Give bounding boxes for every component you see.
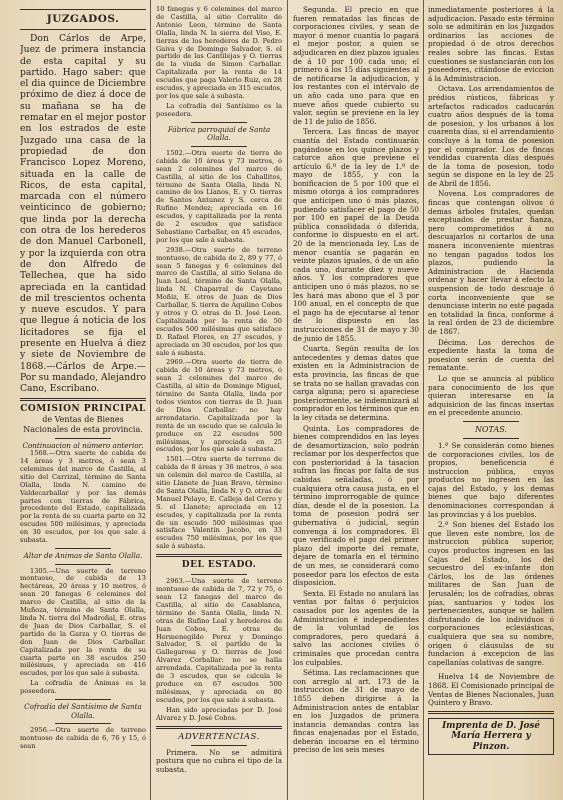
advertencia-decima: Décima. Los derechos de expediente hasta la toma de posesion serán de cuenta del rematante.: [428, 337, 554, 373]
advertencia-cuarta: Cuarta. Según resulta de los antecedentes y demas datos que existen en la Administracion de esta provincia, las fincas de que se trata no se hallan gravadas con carga alguna; pero si apareciese posteriormente, se indemnizará al comprador en los términos que en la ley citada se determina.: [293, 344, 419, 422]
advertencia-segunda: Segunda. El precio en que fueren rematadas las fincas de corporaciones civiles, y sean de mayor ó menor cuantía lo pagará el mejor postor, a quien se adjudicaren en diez plazos iguales de á 10 por 100 cada uno; el primero á los 15 días siguientes al de notificarse la adjudicacion, y los restantes con el intérvalo de un año cada uno para que en nueve años quede cubierto su valor, según se previene en la ley de 11 de julio de 1856.: [293, 6, 419, 126]
divider: [55, 564, 112, 565]
divider: [20, 29, 146, 30]
column-3: [293, 6, 419, 796]
divider: [191, 574, 248, 575]
lot-2963: 2963.—Una suerte de terreno montuoso de cabida de 7, 72 y 75, ó sean 12 fanegas del marco de Castilla, al sitio de Casablanca, término de Santa Olalla, linda N. otras de Rufino Leal y herederos de Juan Cobos, E. otras de Hermenegildo Perez y Domingo Salvador, S. el partido de la Gallegarosa y O. tierras de José Álvarez Corballar: no se halla arrendada. Capitalizada por la renta de 3 escudos, que se calcula le produce en 67 escudos 500 milésimas, y apreciada en 80 escudos, por los que sale á subasta.: [156, 577, 282, 704]
lot-2969: 2969.—Otra suerte de tierra de cabida de 10 áreas y 73 metros, ó sean 2 celemines del marco de Castilla, al sitio de Domingo Miguel, término de Santa Olalla, linda por todos vientos con tierras de D. Juan de Dios Carballar: no hay arrendatario. Capitalizada por la renta de un escudo que se calcula le produce en 22 escudos 500 milésimas, y apreciada en 25 escudos, por los que sale á subasta.: [156, 358, 282, 454]
advertencia-tercera: Tercera. Las fincas de mayor cuantía del Estado continuarán pagándose en los quince plazos y catorce años que previene el artículo 6.º de la ley de 1.º de mayo de 1855, y con la bonificacion de 5 por 100 que el mismo otorga á los compradores que anticipen uno ó más plazos, pudiendo satisfacer el pago de 50 por 100 en papel de la Deuda pública consolidada ó diferida, conforme lo dispuesto en el art. 20 de la mencionada ley. Las de menor cuantía se pagarán en veinte plazos iguales, ó de un año cada uno, durante diez y nueve años. Y los compradores que anticipen uno ó más plazos, no se les hará mas abono que el 3 por 100 anual, en el concepto de que el pago ha de ejecutarse al tenor de lo dispuesto en las instrucciones de 31 de mayo y 30 de junio de 1855.: [293, 127, 419, 343]
lot-2956: 2956.—Otra suerte de terreno montuoso de cabida de 6, 76 y 15, ó sean: [20, 726, 146, 751]
divider: [20, 398, 146, 401]
advertencia-novena: Novena. Los compradores de fincas que contengan olivos ó demas árboles frutales, quedan exceptuados de prestar fianza, pero comprometidos á no descuajarlos ni cortarlos de una manera inconveniente mientras no tengan pagados todos los plazos, pudiendo la Administracion de Hacienda ordenar y hacer llevar á efecto la suspension de todo descuaje ó corta inconveniente que se denunciase interin no esté pagada en totalidad la finca, conforme á la real órden de 23 de diciembre de 1867.: [428, 189, 554, 336]
divider: [55, 699, 112, 700]
animas-note: La cofradía de Ánimas es la poseedora.: [20, 679, 146, 696]
divider: [55, 548, 112, 549]
column-rule: [423, 0, 424, 800]
advertencia-octava: Octava. Los arrendamientos de prédios rústicos, fábricas y artefactos radicados caducarán cuatro años después de la toma de posesion, y los urbanos á los cuarenta días, si el arrendamiento concluye á la toma de posesion por el comprador. Los de fincas vendidas cuarenta días después de la toma de posesion, todo según se dispone en la ley de 25 de Abril de 1856.: [428, 84, 554, 188]
cofradia-heading: Cofradía del Santísimo de Santa Olalla.: [24, 702, 142, 720]
lot-2938: 2938.—Otra suerte de terreno montuoso, de cabida de 2, 89 y 77, ó sean 5 fanegas y 6 celemines del marco de Castilla, al sitio Solana de Juan Leal, término de Santa Olalla, linda N. Chaparral de Cayetano Moñiz, E. otros de Juan de Dios Carballar, S. tierra de Aquilino Cobos y otros y O. otras de D. José Leon. Capitalizada por la renta de 50 escudos 500 milésimas que satisface D. Rafael Flores, en 27 escudos, y apreciada en 30 escudos, por los que sale á subasta.: [156, 245, 282, 357]
column-rule: [287, 0, 288, 800]
lot-1501: 1501.—Otra suerte de terreno de cabida de 8 áreas y 36 metros, ó sea un celemin del marco de Castilla, al sitio Llanete de Juan Bravo, término de Santa Olalla, linda N. y O. otras de Manuel Pelayo, E. Calleja del Cerro y S. el Llanete; apreciada en 12 escudos, y capitalizada por la renta de un escudo 500 milésimas que satisface Valentín Jacobo, en 33 escudos 750 milésimas, por los que sale á subasta.: [156, 455, 282, 551]
column-4: [428, 6, 554, 796]
advertencia-setima: Sétima. Las reclamaciones que con arreglo al art. 173 de la instruccion de 31 de mayo de 1855 deben dirigirse á la Administracion antes de entablar en los Juzgados de primera instancia demandas contra las fincas enajenadas por el Estado, deberán incoarse en el término preciso de los seis meses: [293, 668, 419, 755]
divider: [156, 726, 282, 729]
comision-subheading: de Ventas de Bienes Nacionales de esta provincia.: [23, 414, 143, 434]
divider: [55, 723, 112, 724]
col4-top-text: inmediatamente posteriores á la adjudicacion. Pasado este término solo se admitirán en los Juzgados ordinarios las acciones de propiedad ó de otros derechos reales sobre las fincas. Estas cuestiones se sustanciarán con los poseedores, citándose de eviccion á la Administracion.: [428, 6, 554, 83]
divider: [55, 438, 112, 439]
nota-1: 1.ª Se considerán como bienes de corporaciones civiles, los de propios, beneficencia é instruccion pública, cuyos productos no ingresen en las cajas del Estado, y los demas bienes que bajo diferentes denominaciones correspondan á las provincias y á los pueblos.: [428, 440, 554, 519]
divider: [428, 711, 554, 714]
divider: [156, 554, 282, 557]
animas-heading: Altar de Animas de Santa Olalla.: [23, 550, 143, 560]
column-1: [20, 6, 146, 796]
comision-heading: COMISION PRINCIPAL: [20, 403, 146, 414]
divider: [20, 9, 146, 10]
divider: [191, 146, 248, 147]
col2-top-note: La cofradía del Santísimo es la poseedora.: [156, 101, 282, 118]
divider: [191, 745, 248, 746]
printer-imprint: Imprenta de D. José María Herrera y Pinzon.: [428, 718, 554, 756]
column-2: [156, 6, 282, 796]
continuacion-note: Continuacion al número anterior.: [22, 440, 144, 450]
column-rule: [150, 0, 151, 800]
estado-heading: DEL ESTADO.: [181, 560, 257, 571]
divider: [463, 421, 520, 422]
advertencia-quinta: Quinta. Los compradores de bienes comprendidos en las leyes de desamortizacion, solo podrán reclamar por los desperfectos que con posterioridad á la tasacion sufran las fincas por falta de sus cabidas señaladas, ó por cualquiera otra causa justa, en el término improrrogable de quince días, desde el de la posesion. La toma de posesion podrá ser gubernativa ó judicial, según convenga á los compradores. El que verificado el pago del primer plazo del importe del remate, dejare de tomarla en el término de un mes, se considerará como poseedor para los efectos de esta disposicion.: [293, 423, 419, 588]
decima-continuation: Lo que se anuncia al público para conocimiento de los que quieran interesarse en la adquisicion de las fincas insertas en el precedente anuncio.: [428, 373, 554, 418]
advertencia-sexta: Sexta. El Estado no anulará las ventas por faltas ó perjuicios causados por los agentes de la Administracion é independientes de la voluntad de los compradores, pero quedará á salvo las acciones civiles ó criminales que procedan contra los culpables.: [293, 588, 419, 667]
divider: [191, 122, 248, 123]
lot-1502: 1502.—Otra suerte de tierra de cabida de 10 áreas y 73 metros, ó sean 2 celemines del marco de Castilla, al sitio de los Caballitos, término de Santa Olalla, linda N. camino de los Llanos, E. y O. tierras de Santos Antunez y S. cerca de Rufino Mendez; apreciada en 16 escudos, y capitalizada por la renta de 2 escudos que satisface Sebastiano Carballar, en 45 escudos, por los que sale á subasta.: [156, 148, 282, 244]
juzgados-heading: JUZGADOS.: [46, 13, 120, 25]
advertencias-heading: ADVERTENCIAS.: [178, 731, 260, 742]
signature-date: Huelva 14 de Noviembre de 1868. El Comisionado principal de Ventas de Bienes Nacionales, Juan Quintero y Bravo.: [428, 672, 554, 708]
notas-heading: NOTAS.: [475, 424, 507, 434]
col2-top-text: 10 fanegas y 6 celemines del marco de Castilla, al sitio Corralito de Antonio Leon, término de Santa Olalla, linda N. la sierra del Viso, E. tierras de los herederos de D. Pedro Gaiva y de Domingo Salvador, S. el partido de las Cantilejas y O. tierras de la viuda de Simon Carballar. Capitalizada por la renta de 14 escudos que paga Valerio Ruiz, en 28 escudos, y apreciada en 315 escudos, por los que sale á subasta.: [156, 6, 282, 100]
juzgados-text: Don Cárlos de Arpe, Juez de primera instancia de esta capital y su partido. Hago saber: que el dia quince de Diciembre próximo de diez á doce de su mañana se ha de rematar en el mejor postor en los estrados de este Juzgado una casa de la propiedad de don Francisco Lopez Moreno, situada en la calle de Ricos, de esta capital, marcada con el número veinticinco de gobierno; que linda por la derecha con otra de los herederos de don Manuel Carbonell, y por la izquierda con otra de don Alfredo de Tellechea, que ha sido apreciada en la cantidad de mil trescientos ochenta y nueve escudos. Y para que llegue á noticia de los licitadores se fija el presente en Huelva á diez y siete de Noviembre de 1868.—Cárlos de Arpe.—Por su mandado, Alejandro Cano, Escribano.: [20, 33, 146, 395]
nota-2: 2.ª Son bienes del Estado los que lleven este nombre, los de instruccion pública superior, cuyos productos ingresen en las Cajas del Estado, los del secuestro del ex-infante don Cárlos, los de las órdenes militares de San Juan de Jerusalén; los de cofradías, obras pías, santuarios y todos los pertenecientes, aunque se hallen disfrutando de los individuos ó corporaciones eclesiásticas, cualquiera que sea su nombre, origen ó cláusulas de su fundacion á excepcion de las capellanías colativas de sangre.: [428, 520, 554, 667]
advertencia-primera: Primera. No se admitirá postura que no cubra el tipo de la subasta.: [156, 747, 282, 774]
divider: [463, 438, 520, 439]
lot-1305: 1305.—Una suerte de terreno montuoso, de cabida de 13 hectáreas, 20 áreas y 10 metros, ó sean 20 fanegas 6 celemines del marco de Castilla, al sitio de la Muñoza, término de Santa Olalla, linda N. tierra del Madroñal, E. otras de Juan de Dios Carballar, S. el partido de la Garza y O. tierras de don Juan de Dios Carballar. Capitalizada por la renta de su cuarta parte en 38 escudos 250 milésimas, y apreciada en 416 escudos, por los que sale á subasta.: [20, 566, 146, 678]
lot-1568: 1568.—Otra suerte de cabida de 14 áreas y 3 metros, ó sean 3 celemines del marco de Castilla, al sitio del Carrizal, término de Santa Olalla, linda N. camino de Valdecarballar y por las demás partes con tierras de Fábrica, procedente del Estado, capitalizada por la renta de su cuarta parte en 32 escudos 500 milésimas, y apreciada en 30 escudos, por los que sale á subasta.: [20, 449, 146, 545]
estado-note: Han sido apreciadas por D. José Álvarez y D. José Cobos.: [156, 705, 282, 722]
fabrica-heading: Fábrica parroquial de Santa Olalla.: [167, 124, 271, 143]
